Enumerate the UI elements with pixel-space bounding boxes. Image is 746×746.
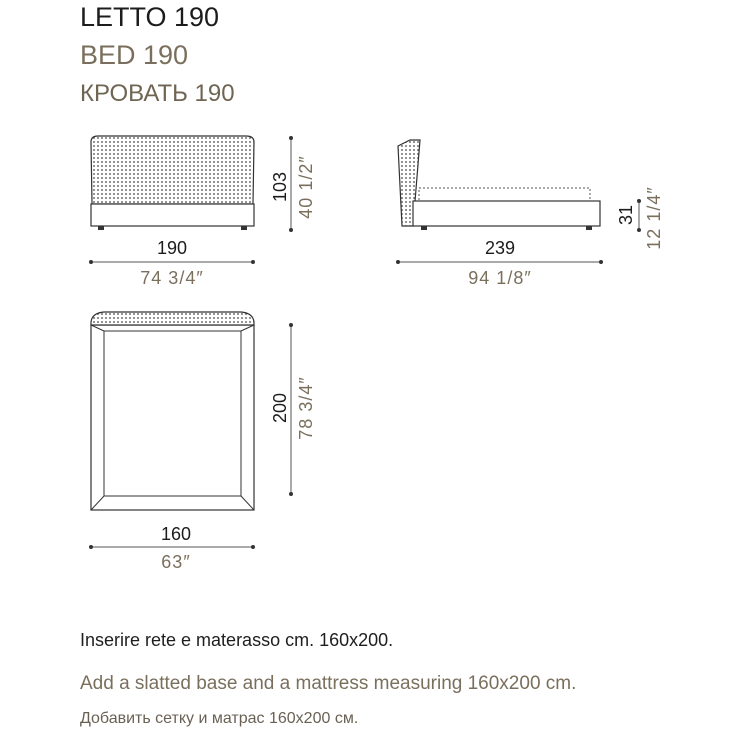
front-foot-right [241, 226, 247, 230]
front-height-dim-end-top [289, 136, 293, 140]
side-length-cm: 239 [484, 238, 516, 258]
note-italian: Inserire rete e materasso cm. 160x200. [80, 630, 394, 650]
front-width-dim-end-left [89, 260, 93, 264]
side-height-cm: 31 [616, 204, 636, 226]
front-height-dim-end-bottom [289, 228, 293, 232]
side-mattress-outline [419, 188, 590, 201]
title-italian: LETTO 190 [80, 2, 220, 32]
top-width-dim-end-left [89, 545, 93, 549]
top-length-dim-end-top [289, 323, 293, 327]
title-english: BED 190 [80, 40, 189, 70]
note-russian: Добавить сетку и матрас 160x200 см. [80, 710, 359, 727]
top-length-in: 78 3/4″ [296, 376, 316, 440]
side-bed-frame [413, 201, 600, 226]
top-view [89, 312, 316, 572]
side-height-in: 12 1/4″ [644, 186, 664, 250]
front-view [89, 136, 316, 288]
front-width-dim-end-right [251, 260, 255, 264]
front-height-cm: 103 [270, 171, 290, 203]
top-headboard [91, 312, 254, 325]
side-foot-left [421, 226, 427, 230]
top-width-in: 63″ [161, 552, 191, 572]
side-length-dim-end-left [396, 260, 400, 264]
title-russian: КРОВАТЬ 190 [80, 80, 235, 107]
top-width-cm: 160 [160, 524, 192, 544]
top-inner-platform [104, 331, 241, 496]
top-width-dim-end-right [251, 545, 255, 549]
side-height-dim-end-top [637, 199, 641, 203]
note-english: Add a slatted base and a mattress measuring 160x200 cm. [80, 673, 577, 694]
side-view [396, 140, 664, 288]
front-height-in: 40 1/2″ [296, 155, 316, 219]
side-length-in: 94 1/8″ [468, 268, 532, 288]
front-bed-base [91, 204, 254, 226]
front-width-in: 74 3/4″ [140, 268, 204, 288]
front-width-cm: 190 [156, 238, 188, 258]
side-height-dim-end-bottom [637, 228, 641, 232]
side-foot-right [586, 226, 592, 230]
front-foot-left [98, 226, 104, 230]
side-length-dim-end-right [599, 260, 603, 264]
top-length-dim-end-bottom [289, 492, 293, 496]
top-length-cm: 200 [270, 392, 290, 424]
front-headboard [91, 136, 254, 204]
